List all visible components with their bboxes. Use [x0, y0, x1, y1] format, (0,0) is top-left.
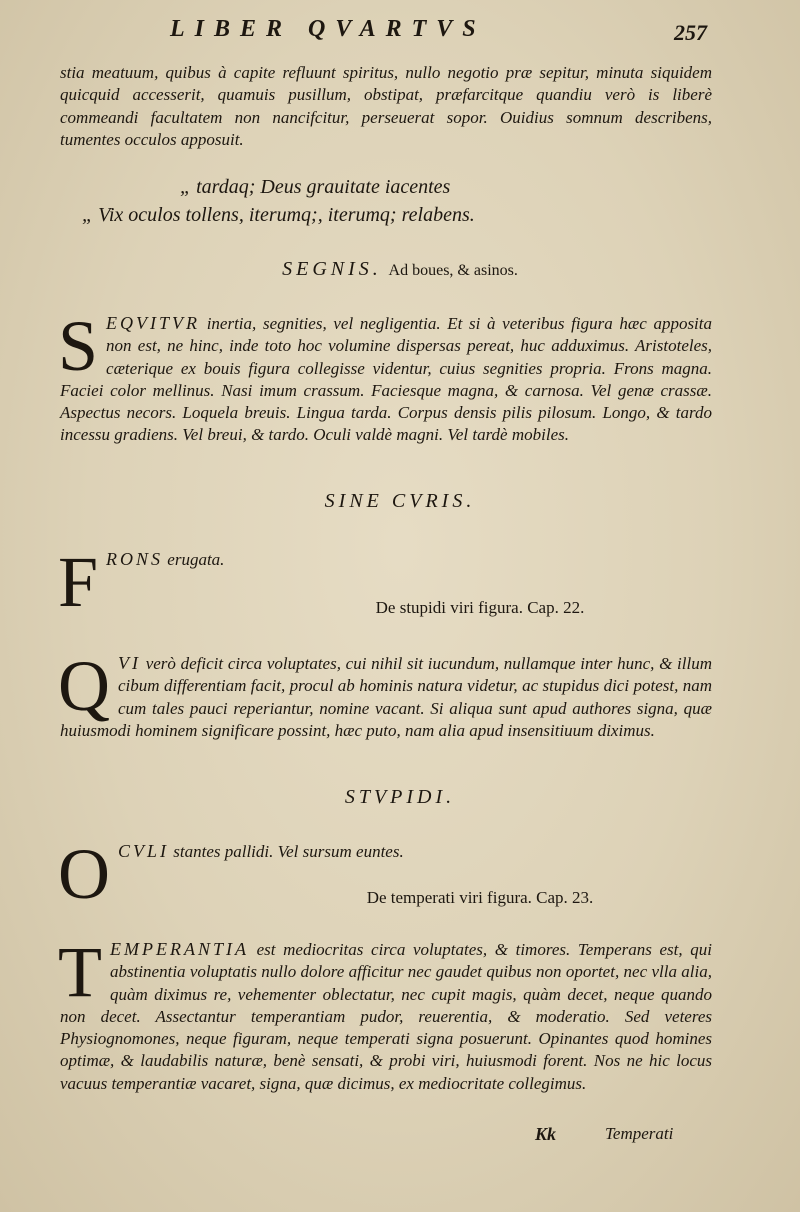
paragraph-body: erugata. — [167, 550, 225, 569]
chapter-heading-23: De temperati viri figura. Cap. 23. — [366, 888, 594, 907]
drop-cap-t: T — [58, 932, 102, 1012]
paragraph-body: inertia, segnities, vel negligentia. Et si à veteribus figura hæc apposita non est, ne hinc, inde toto hoc volumine dispersas pereat, huc adduximus. Aristoteles, cæterique ex bouis figura collegisse videntur, cuius segnities propria. Frons magna. Faciei color mellinus. Nasi imum crassum. Faciesque magna, & carnosa. Vel genæ crassæ. Aspectus necors. Loquela breuis. Lingua tarda. Corpus densis pilis pilosum. Longo, & tardo incessu gradiens. Vel breui, & tardo. Oculi valdè magni. Vel tardè mobiles. — [60, 314, 713, 445]
verse-line-1-text: tardaq; Deus grauitate iacentes — [196, 176, 451, 198]
lead-word: EQVITVR — [106, 313, 201, 333]
page-header — [0, 12, 800, 48]
opening-paragraph: stia meatuum, quibus à capite refluunt spiritus, nullo negotio præ sepitur, minuta siquidem quicquid accesserit, quamuis pusillum, obstipat, præfarcitque quandiu verò is liberè commeandi facultatem non nancifcitur, perseuerat sopor. Ouidius somnum describens, tumentes occulos apposuit. — [60, 63, 712, 149]
heading-note: Ad boues, & asinos. — [388, 262, 518, 279]
segnis-paragraph — [58, 306, 713, 447]
drop-cap-f: F — [58, 542, 99, 622]
running-title: LIBER QVARTVS — [170, 16, 486, 42]
heading-title: STVPIDI. — [344, 786, 456, 808]
paragraph-body: stantes pallidi. Vel sursum euntes. — [173, 842, 404, 861]
heading-title: SEGNIS. — [282, 258, 382, 280]
catchword: Temperati — [605, 1124, 674, 1143]
lead-word: RONS — [106, 549, 164, 569]
section-heading-stupidi — [0, 786, 800, 809]
verse-line-2-text: Vix oculos tollens, iterumq;, iterumq; relabens. — [98, 204, 475, 226]
drop-cap-q: Q — [58, 646, 110, 726]
lead-word: CVLI — [118, 841, 170, 861]
verse-line-1 — [180, 176, 450, 199]
chapter-heading-22: De stupidi viri figura. Cap. 22. — [375, 598, 585, 617]
signature-mark: Kk — [535, 1124, 557, 1144]
bleed-through — [520, 180, 524, 196]
lead-word: VI — [118, 653, 141, 673]
paragraph-body: est mediocritas circa voluptates, & timores. Temperans est, qui abstinentia voluptatis nullo dolore afficitur nec gaudet quibus non oportet, nec vlla alia, quàm diximus re, vehementer oblectatur, nec cupit magis, quàm decet, neque quando non decet. Assectantur temperantiam pudor, reuerentia, & moderatio. Sed veteres Physiognomones, neque figuram, neque temperati signa posuerunt. Opinantes quod homines optimæ, & laudabilis naturæ, benè sensati, & probi viri, huiusmodi forent. Nos ne hic locus vacuus temperantiæ vacaret, signa, quæ dicimus, ex mediocritate collegimus. — [60, 940, 712, 1093]
section-heading-sine-curis — [0, 490, 800, 513]
quote-mark: „ — [180, 176, 192, 198]
quote-mark: „ — [82, 204, 94, 226]
lead-word: EMPERANTIA — [109, 939, 249, 959]
verse-line-2 — [82, 204, 475, 227]
drop-cap-o: O — [58, 834, 110, 914]
stupidi-paragraph — [58, 646, 712, 742]
heading-title: SINE CVRIS. — [324, 490, 476, 512]
paragraph-body: verò deficit circa voluptates, cui nihil sit iucundum, nullamque inter hunc, & illum cibum differentiam facit, procul ab hominis natura videtur, ac stupidus dici potest, nam cum tales pauci reperiantur, nomine vacant. Si aliqua sunt apud authores signa, quæ huiusmodi hominem significare possint, hæc puto, nam alia apud insensitiuum diximus. — [60, 654, 712, 740]
page-number: 257 — [674, 20, 707, 45]
temperantia-paragraph — [58, 932, 712, 1095]
drop-cap-s: S — [58, 306, 99, 386]
section-heading-segnis — [0, 258, 800, 281]
